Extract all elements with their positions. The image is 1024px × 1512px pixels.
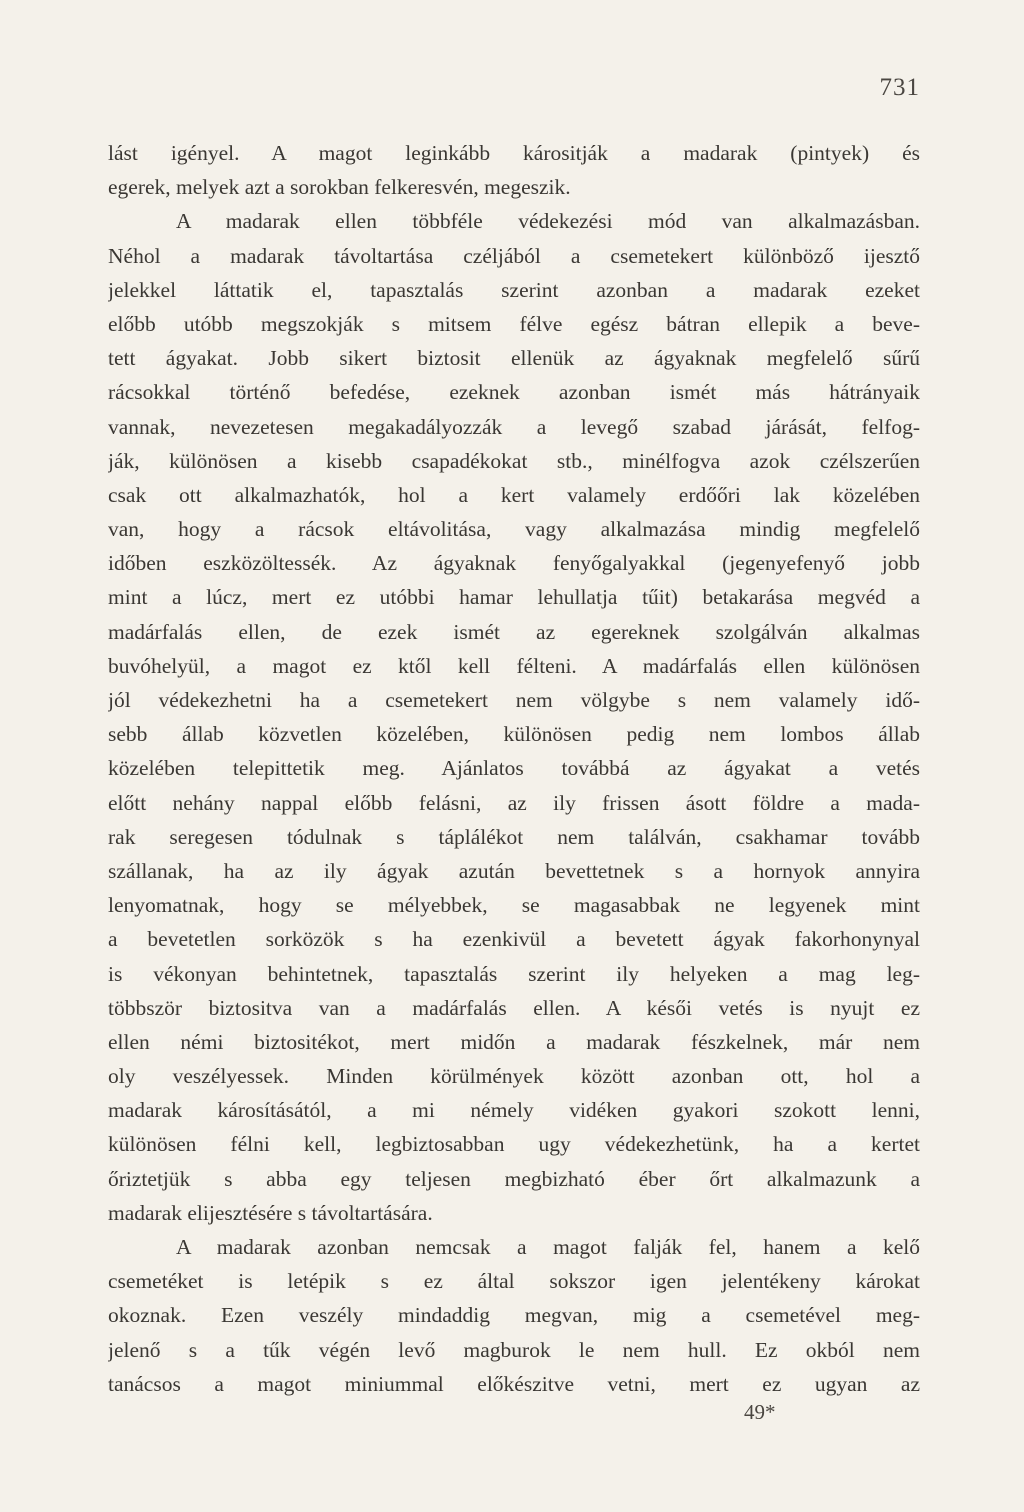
text-line: egerek, melyek azt a sorokban felkeresvén, megeszik. bbox=[108, 175, 571, 200]
text-line: ellen némi biztositékot, mert midőn a madarak fészkelnek, már nem bbox=[108, 1029, 920, 1054]
text-line: szállanak, ha az ily ágyak azután bevettetnek s a hornyok annyira bbox=[108, 858, 920, 883]
text-line: ják, különösen a kisebb csapadékokat stb., minélfogva azok czélszerűen bbox=[108, 448, 920, 473]
text-line: Néhol a madarak távoltartása czéljából a csemetekert különböző ijesztő bbox=[108, 243, 920, 268]
text-line: időben eszközöltessék. Az ágyaknak fenyőgalyakkal (jegenyefenyő jobb bbox=[108, 551, 920, 576]
text-line: különösen félni kell, legbiztosabban ugy védekezhetünk, ha a kertet bbox=[108, 1132, 920, 1157]
text-line: a bevetetlen sorközök s ha ezenkivül a bevetett ágyak fakorhonynyal bbox=[108, 927, 920, 952]
text-line: vannak, nevezetesen megakadályozzák a levegő szabad járását, felfog- bbox=[108, 414, 920, 439]
text-line: van, hogy a rácsok eltávolitása, vagy alkalmazása mindig megfelelő bbox=[108, 517, 920, 542]
text-line: lást igényel. A magot leginkább kárositják a madarak (pintyek) és bbox=[108, 141, 920, 165]
text-line: buvóhelyül, a magot ez ktől kell félteni. A madárfalás ellen különösen bbox=[108, 653, 920, 678]
text-line: madárfalás ellen, de ezek ismét az egereknek szolgálván alkalmas bbox=[108, 619, 920, 644]
text-line: előtt nehány nappal előbb felásni, az ily frissen ásott földre a mada- bbox=[108, 790, 920, 815]
text-line: sebb állab közvetlen közelében, különösen pedig nem lombos állab bbox=[108, 722, 920, 747]
text-line: előbb utóbb megszokják s mitsem félve egész bátran ellepik a beve- bbox=[108, 311, 920, 336]
text-line: A madarak azonban nemcsak a magot falják fel, hanem a kelő bbox=[176, 1235, 920, 1259]
text-line: őriztetjük s abba egy teljesen megbizható éber őrt alkalmazunk a bbox=[108, 1166, 920, 1191]
text-line: mint a lúcz, mert ez utóbbi hamar lehullatja tűit) betakarása megvéd a bbox=[108, 585, 920, 610]
text-line: is vékonyan behintetnek, tapasztalás szerint ily helyeken a mag leg- bbox=[108, 961, 920, 986]
text-line: jól védekezhetni ha a csemetekert nem völgybe s nem valamely idő- bbox=[108, 688, 920, 712]
text-line: jelekkel láttatik el, tapasztalás szerint azonban a madarak ezeket bbox=[108, 277, 920, 302]
page-number: 731 bbox=[879, 74, 920, 101]
text-line: tett ágyakat. Jobb sikert biztosit ellenük az ágyaknak megfelelő sűrű bbox=[108, 346, 920, 371]
text-line: jelenő s a tűk végén levő magburok le nem hull. Ez okból nem bbox=[108, 1337, 920, 1362]
text-line: lenyomatnak, hogy se mélyebbek, se magasabbak ne legyenek mint bbox=[108, 893, 920, 918]
text-line: rak seregesen tódulnak s táplálékot nem találván, csakhamar tovább bbox=[108, 824, 920, 849]
text-line: A madarak ellen többféle védekezési mód van alkalmazásban. bbox=[176, 209, 920, 234]
body-text bbox=[108, 136, 920, 1401]
text-line: csemetéket is letépik s ez által sokszor igen jelentékeny károkat bbox=[108, 1269, 920, 1294]
text-line: okoznak. Ezen veszély mindaddig megvan, mig a csemetével meg- bbox=[108, 1303, 920, 1328]
text-line: oly veszélyessek. Minden körülmények között azonban ott, hol a bbox=[108, 1064, 920, 1089]
text-line: tanácsos a magot miniummal előkészitve vetni, mert ez ugyan az bbox=[108, 1371, 920, 1396]
signature-mark: 49* bbox=[744, 1400, 776, 1424]
text-line: madarak károsításától, a mi némely vidéken gyakori szokott lenni, bbox=[108, 1098, 920, 1123]
text-line: rácsokkal történő befedése, ezeknek azonban ismét más hátrányaik bbox=[108, 380, 920, 405]
text-line: többször biztositva van a madárfalás ellen. A késői vetés is nyujt ez bbox=[108, 995, 920, 1020]
text-line: közelében telepittetik meg. Ajánlatos továbbá az ágyakat a vetés bbox=[108, 756, 920, 781]
text-line: csak ott alkalmazhatók, hol a kert valamely erdőőri lak közelében bbox=[108, 482, 920, 507]
text-line: madarak elijesztésére s távoltartására. bbox=[108, 1200, 433, 1225]
